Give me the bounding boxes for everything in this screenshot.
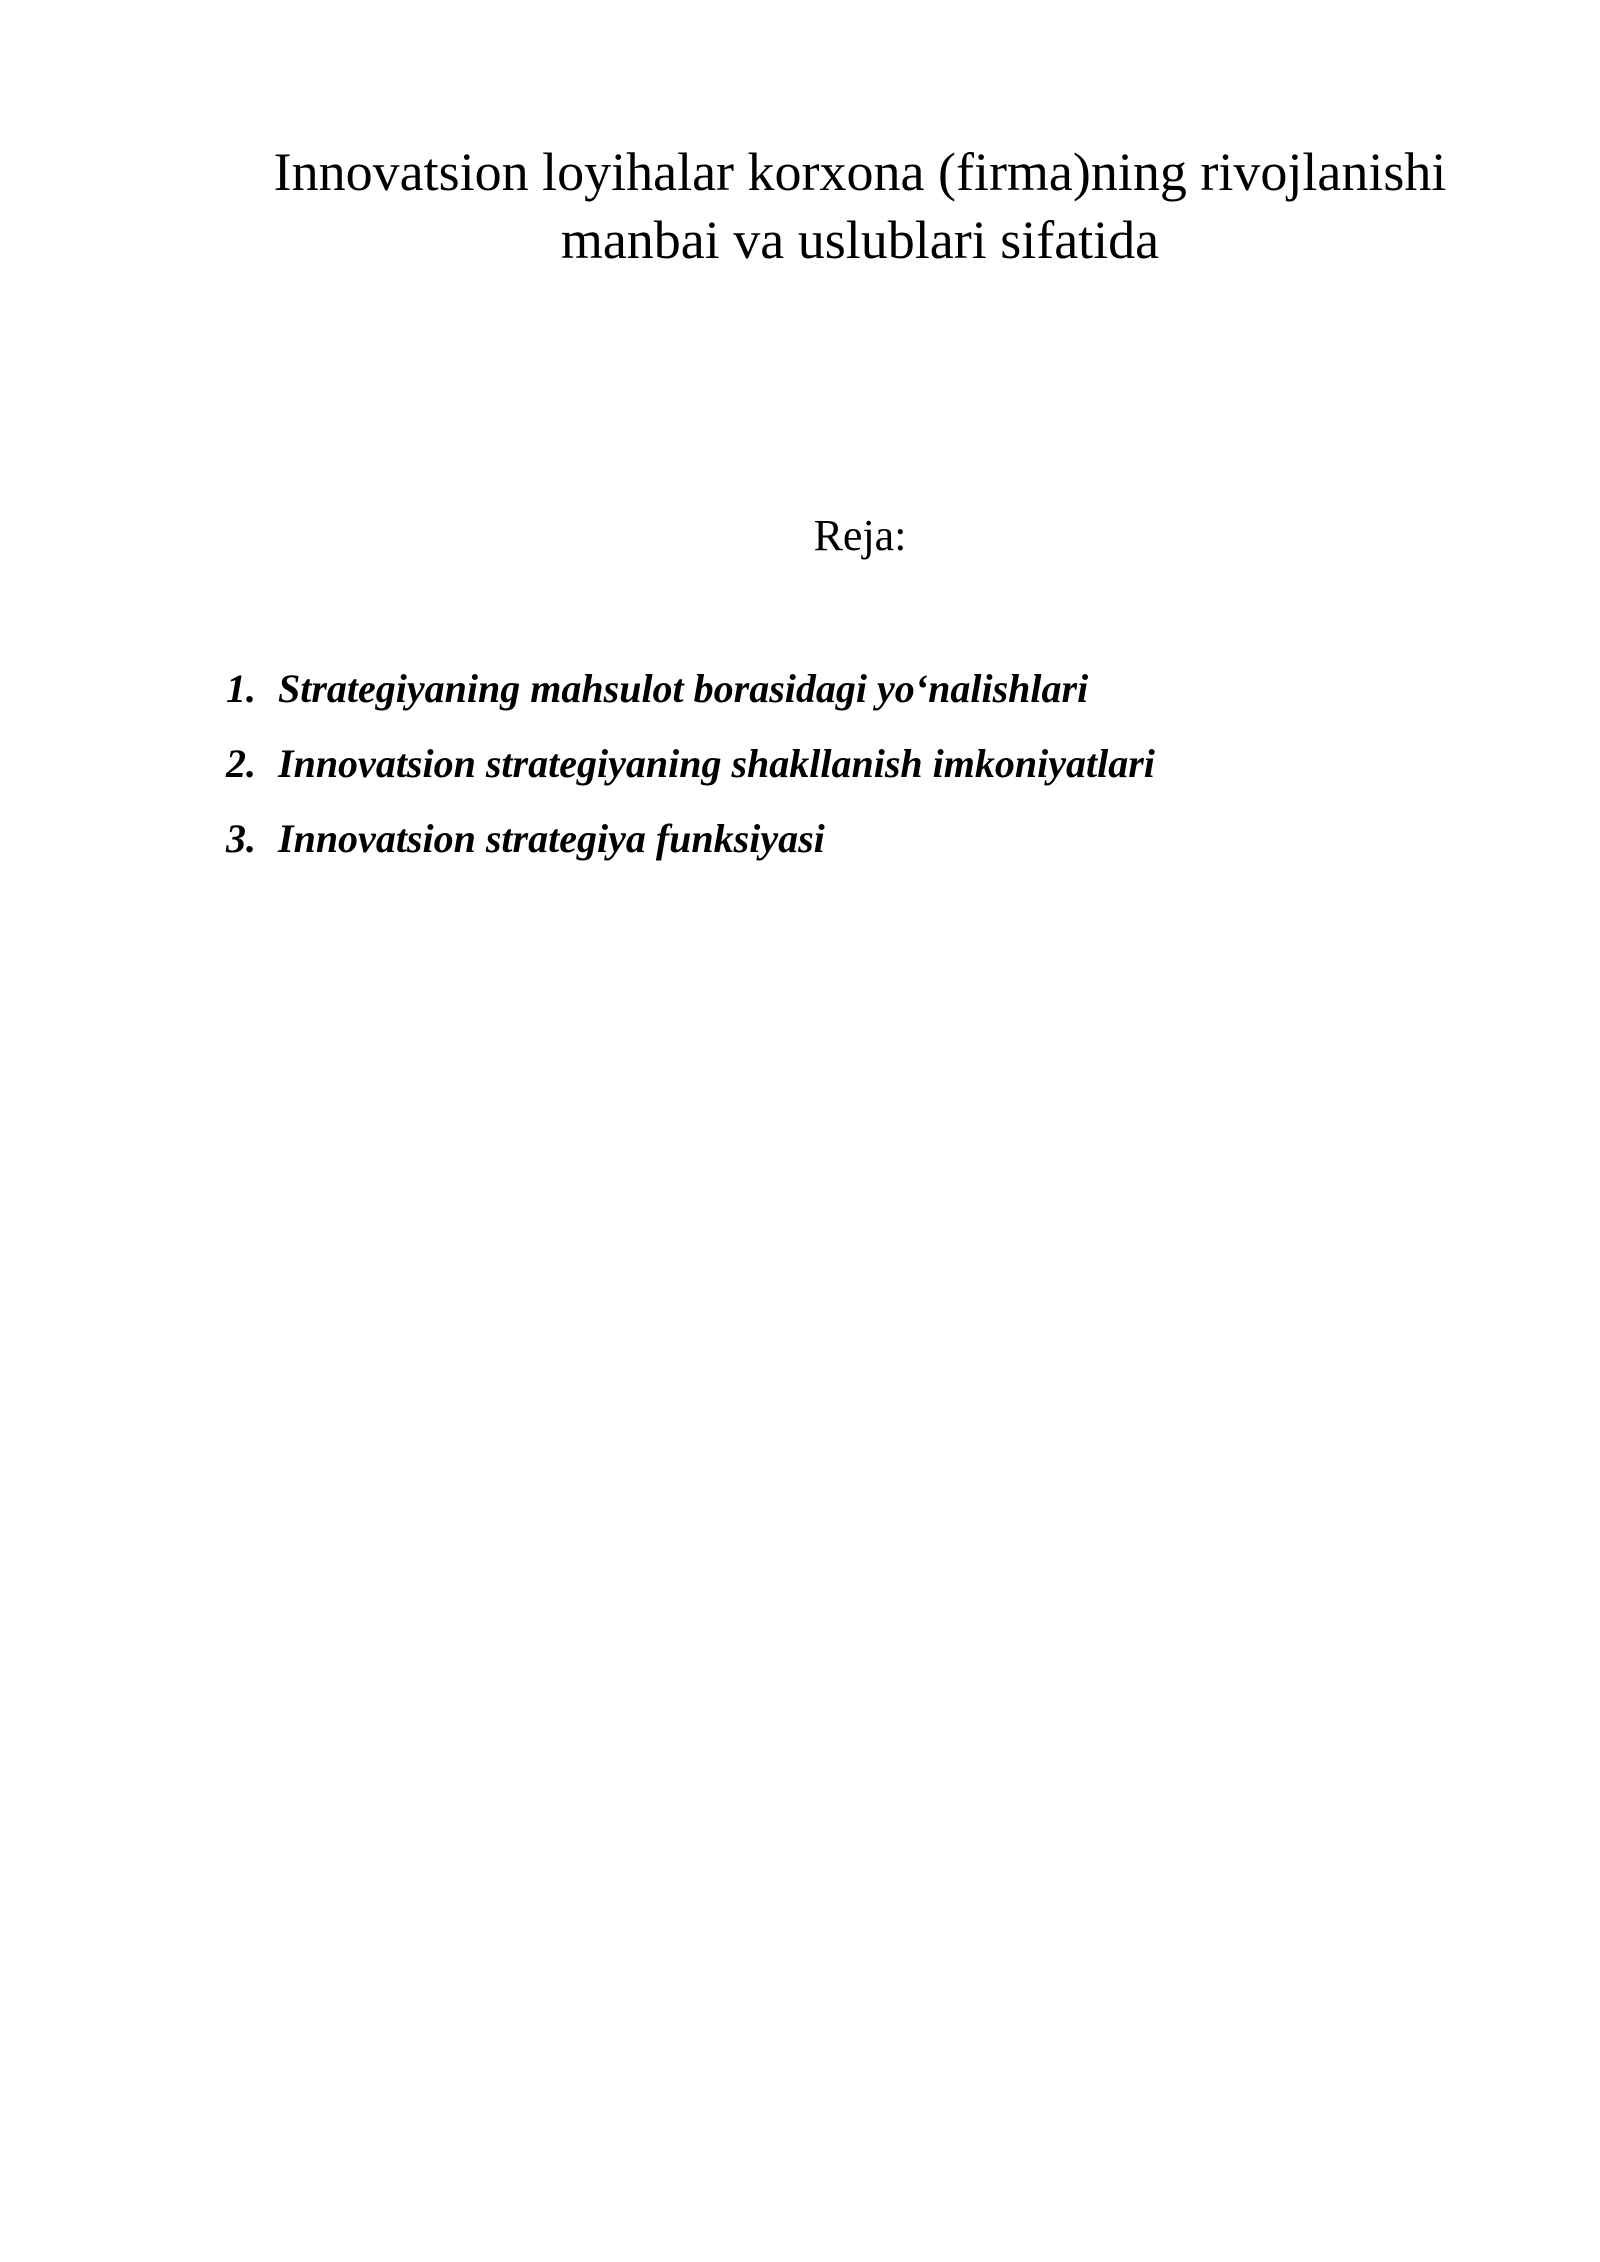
plan-item-number: 1. (226, 666, 256, 711)
title-line-1: Innovatsion loyihalar korxona (firma)ning rivojlanishi (273, 142, 1447, 202)
plan-heading: Reja: (813, 511, 907, 560)
plan-item-3 (226, 814, 1526, 889)
title-line-2: manbai va uslublari sifatida (560, 210, 1160, 270)
plan-item-number: 3. (226, 816, 256, 861)
plan-item-text: Innovatsion strategiya funksiyasi (278, 816, 825, 861)
plan-item-text: Innovatsion strategiyaning shakllanish imkoniyatlari (278, 741, 1155, 786)
plan-list (226, 664, 1526, 889)
plan-item-number: 2. (226, 741, 256, 786)
plan-item-2 (226, 739, 1526, 814)
plan-item-text: Strategiyaning mahsulot borasidagi yo‘nalishlari (278, 666, 1089, 711)
document-title (200, 138, 1520, 274)
plan-item-1 (226, 664, 1526, 739)
